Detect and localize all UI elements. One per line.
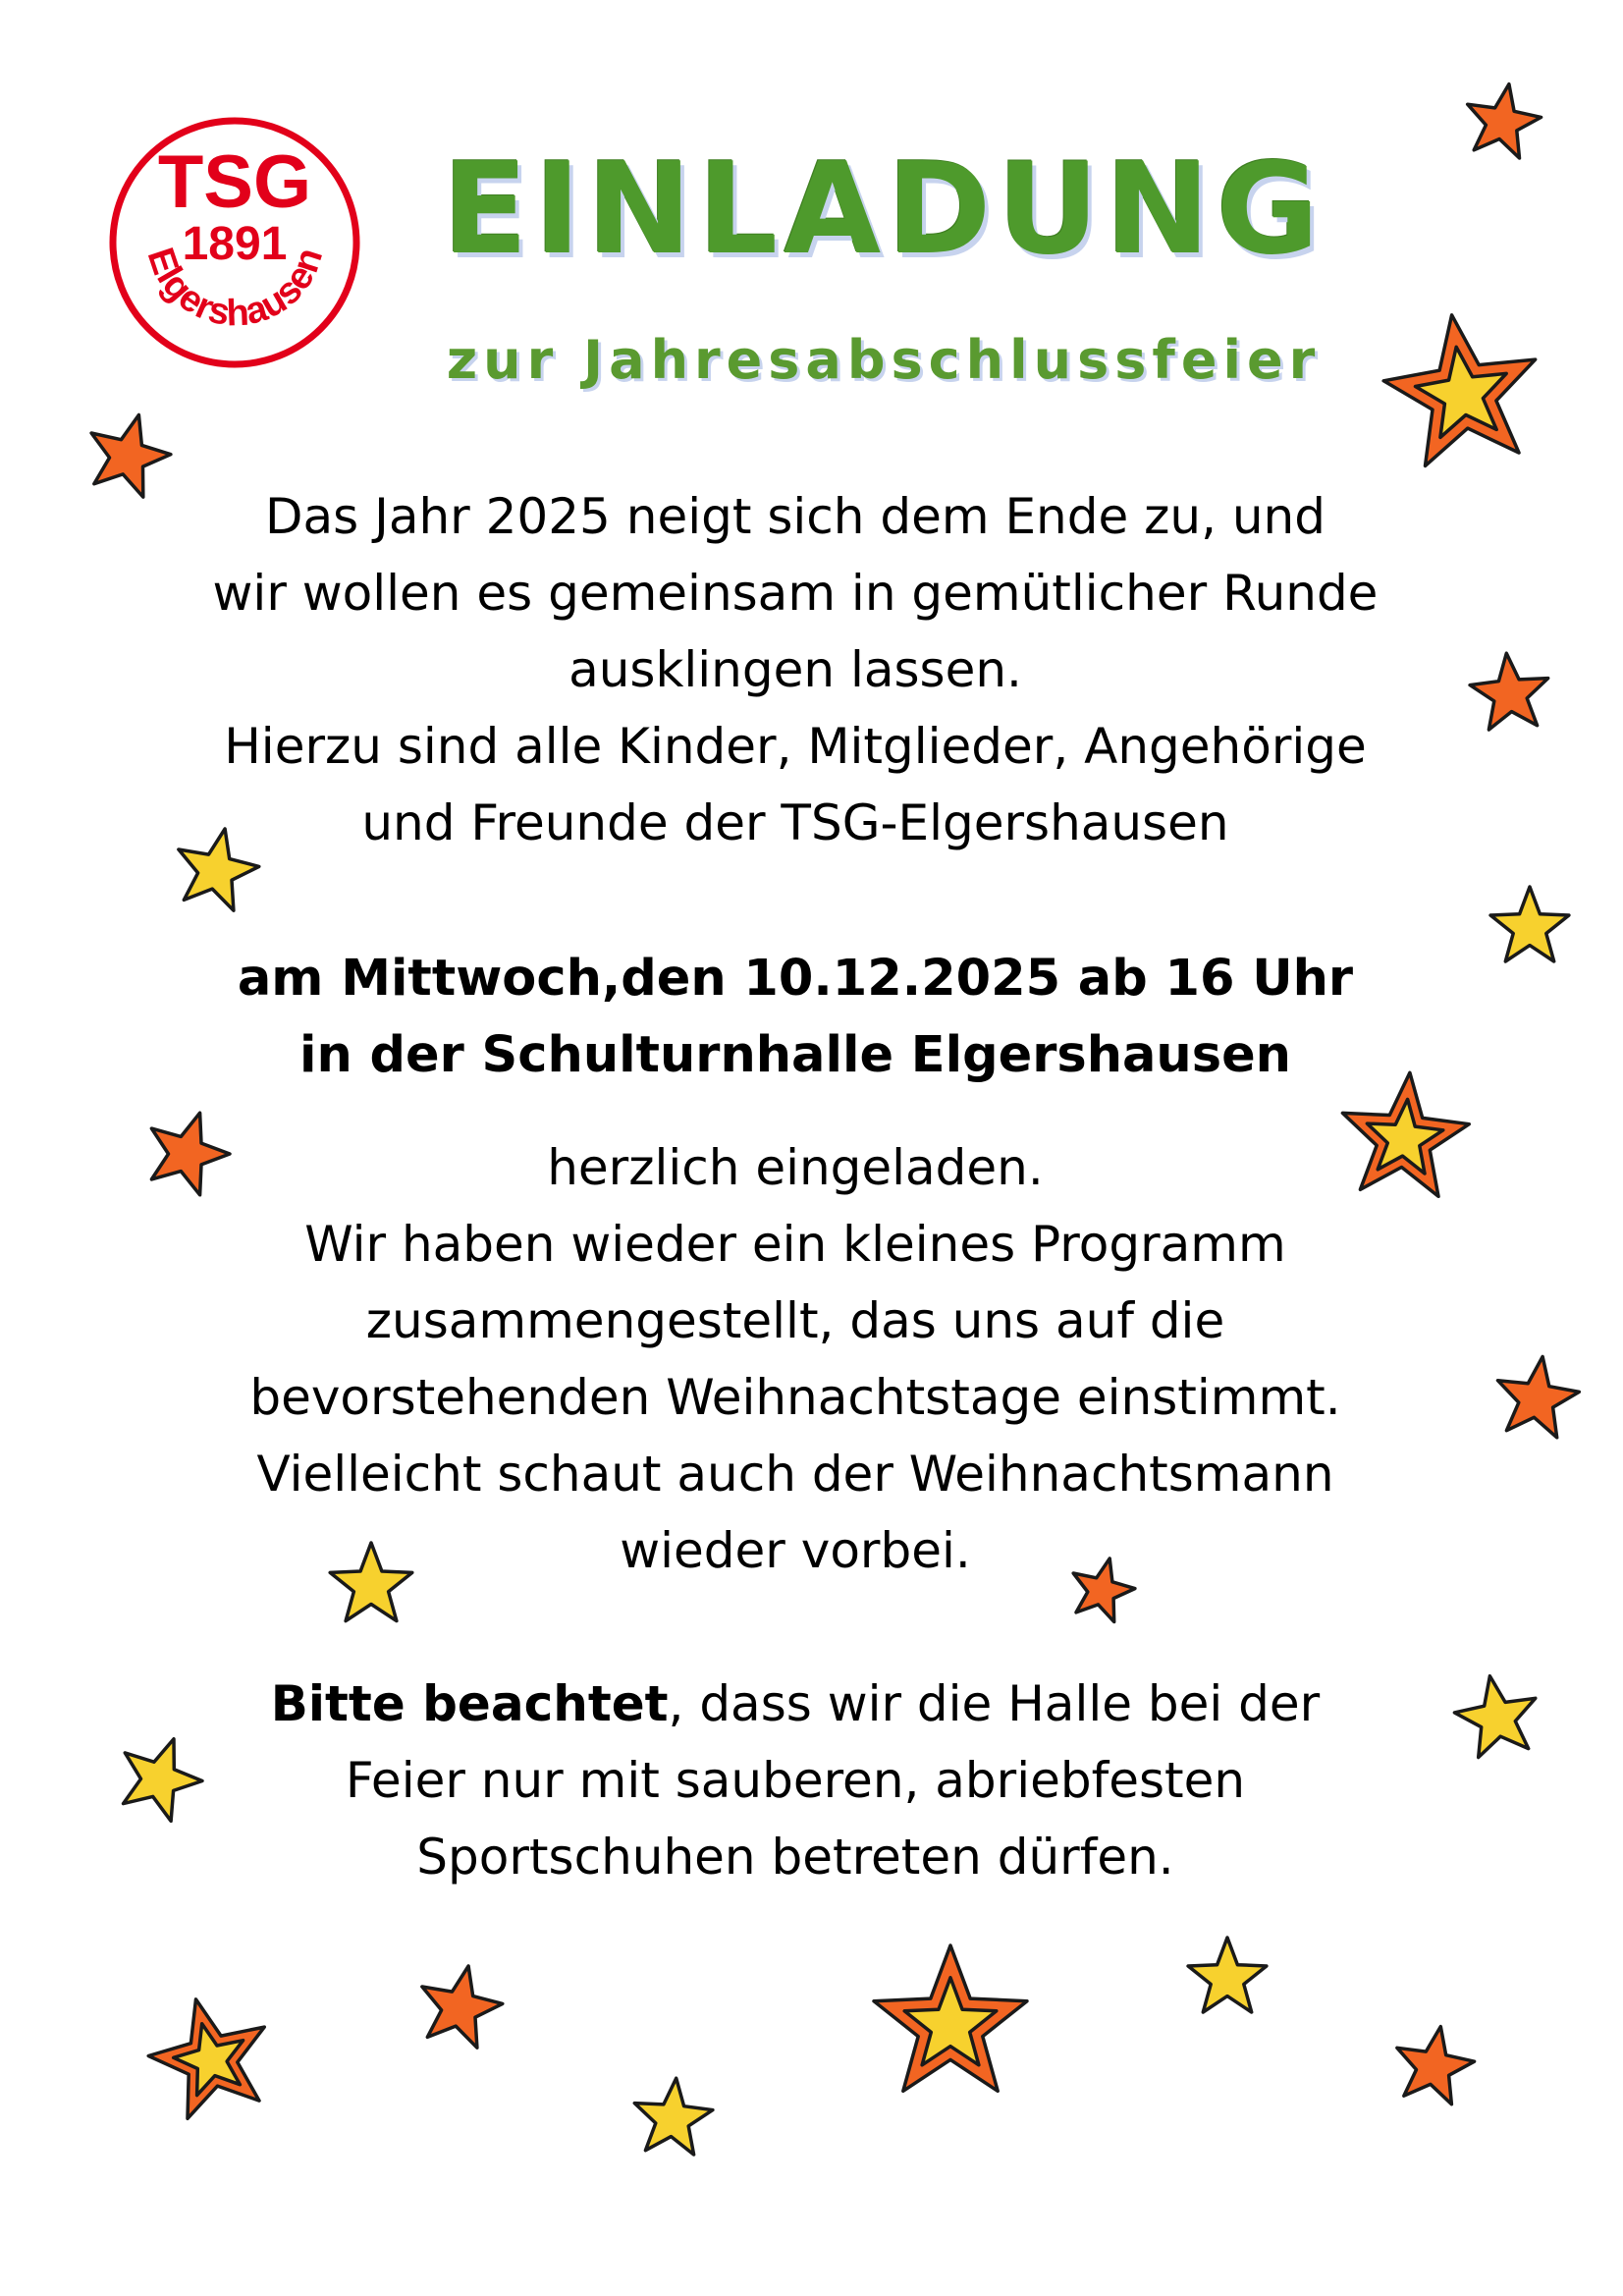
- intro-paragraph: [147, 478, 1443, 861]
- star-icon: [634, 2078, 713, 2155]
- program-line: herzlich eingeladen.: [547, 1139, 1044, 1196]
- intro-line: Das Jahr 2025 neigt sich dem Ende zu, und: [265, 488, 1325, 545]
- program-line: zusammengestellt, das uns auf die: [365, 1292, 1225, 1349]
- star-icon: [1470, 653, 1548, 730]
- event-location-line: in der Schulturnhalle Elgershausen: [299, 1026, 1291, 1084]
- logo-year: 1891: [182, 218, 288, 270]
- page-subtitle: zur Jahresabschlussfeier: [446, 329, 1322, 391]
- star-icon: [422, 1966, 503, 2048]
- program-line: wieder vorbei.: [620, 1522, 971, 1579]
- intro-line: wir wollen es gemeinsam in gemütlicher Runde: [212, 565, 1379, 622]
- star-icon: [1383, 315, 1536, 466]
- notice-text: , dass wir die Halle bei der: [668, 1675, 1321, 1732]
- intro-line: und Freunde der TSG-Elgershausen: [361, 794, 1229, 851]
- event-date-line: am Mittwoch,den 10.12.2025 ab 16 Uhr: [237, 950, 1354, 1008]
- program-line: bevorstehenden Weihnachtstage einstimmt.: [249, 1369, 1341, 1426]
- intro-line: ausklingen lassen.: [568, 641, 1022, 698]
- program-line: Vielleicht schaut auch der Weihnachtsmann: [256, 1446, 1334, 1503]
- event-details: [147, 941, 1443, 1094]
- star-icon: [1188, 1938, 1267, 2012]
- star-icon: [1454, 1676, 1535, 1758]
- page-title: EINLADUNG: [442, 137, 1325, 283]
- logo-name: TSG: [157, 140, 312, 224]
- notice-line: Feier nur mit sauberen, abriebfesten: [345, 1752, 1246, 1809]
- logo-place: Elgershausen: [138, 243, 332, 335]
- notice-paragraph: [147, 1666, 1443, 1895]
- star-icon: [874, 1945, 1027, 2091]
- program-paragraph: [147, 1129, 1443, 1589]
- club-logo: [106, 114, 363, 371]
- notice-emphasis: Bitte beachtet: [270, 1675, 669, 1732]
- notice-first-line: [147, 1666, 1443, 1742]
- notice-line: Sportschuhen betreten dürfen.: [416, 1829, 1174, 1886]
- star-icon: [148, 1999, 264, 2118]
- intro-line: Hierzu sind alle Kinder, Mitglieder, Angehörige: [224, 718, 1367, 775]
- star-icon: [1397, 2027, 1475, 2105]
- star-icon: [1468, 84, 1542, 158]
- star-icon: [1490, 887, 1569, 961]
- star-icon: [1498, 1356, 1580, 1437]
- program-line: Wir haben wieder ein kleines Programm: [304, 1216, 1286, 1273]
